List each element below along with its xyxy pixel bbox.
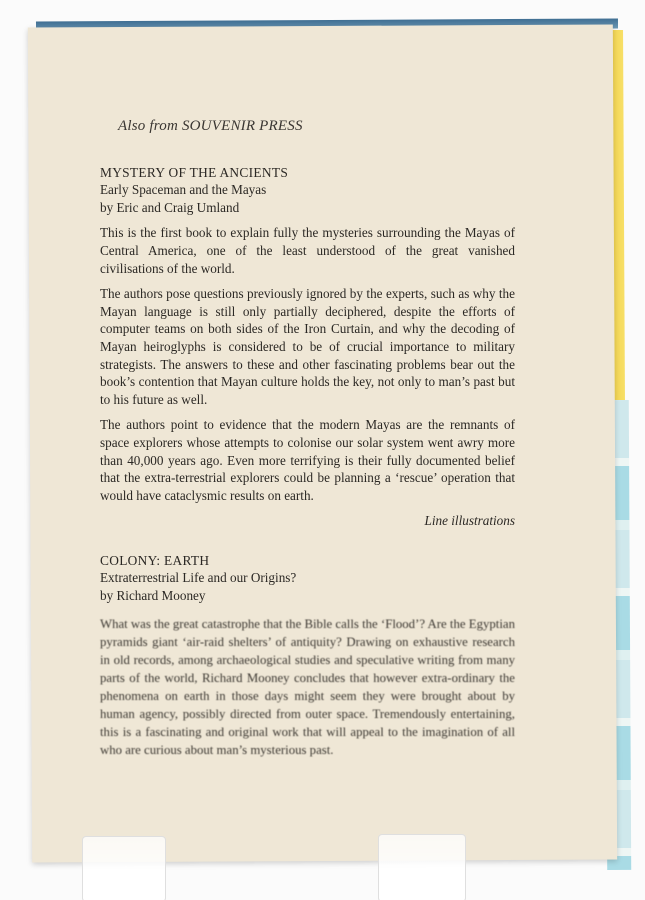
book1-paragraph-2: The authors pose questions previously ignored by the experts, such as why the Mayan language is still only partially deciphered, despite the efforts of computer teams on both sides of the Iron Curtain, and why the decoding of Mayan heiroglyphs is considered to be of crucial importance to military strategists. The answers to these and other fascinating problems bear out the book’s contention that Mayan culture holds the key, not only to man’s past but to his future as well. xyxy=(100,286,515,407)
cover-text xyxy=(100,118,515,767)
book1-paragraph-1: This is the first book to explain fully the mysteries surrounding the Mayas of Central America, one of the least understood of the great vanished civilisations of the world. xyxy=(100,225,515,276)
publisher-header: Also from SOUVENIR PRESS xyxy=(118,118,303,134)
display-stand-right xyxy=(378,834,466,900)
book1-subtitle: Early Spaceman and the Mayas xyxy=(100,182,267,198)
display-stand-left xyxy=(82,836,166,900)
book1-note: Line illustrations xyxy=(424,513,515,529)
book-entry-2 xyxy=(100,552,515,760)
book2-author: by Richard Mooney xyxy=(100,588,206,604)
book2-title: COLONY: EARTH xyxy=(100,552,210,568)
book2-subtitle: Extraterrestrial Life and our Origins? xyxy=(100,570,297,586)
book2-paragraph-1: What was the great catastrophe that the Bible calls the ‘Flood’? Are the Egyptian pyramids giant ‘air-raid shelters’ of antiquity? Drawing on exhaustive research in old records, among archaeological studies and speculative writing from many parts of the world, Richard Mooney concludes that however extra-ordinary the phenomena on earth in those days might seem they were brought about by human agency, possibly directed from outer space. Tremendously entertaining, this is a fascinating and original work that will appeal to the imagination of all who are curious about man’s mysterious past. xyxy=(100,616,515,758)
book1-paragraph-3: The authors point to evidence that the modern Mayas are the remnants of space explorers whose attempts to colonise our solar system went awry more than 40,000 years ago. Even more terrifying is their fully documented belief that the extra-terrestrial explorers could be planning a ‘rescue’ operation that would have cataclysmic results on earth. xyxy=(100,417,515,503)
book1-title: MYSTERY OF THE ANCIENTS xyxy=(100,164,289,180)
book1-author: by Eric and Craig Umland xyxy=(100,199,240,215)
book-entry-1 xyxy=(100,164,515,530)
